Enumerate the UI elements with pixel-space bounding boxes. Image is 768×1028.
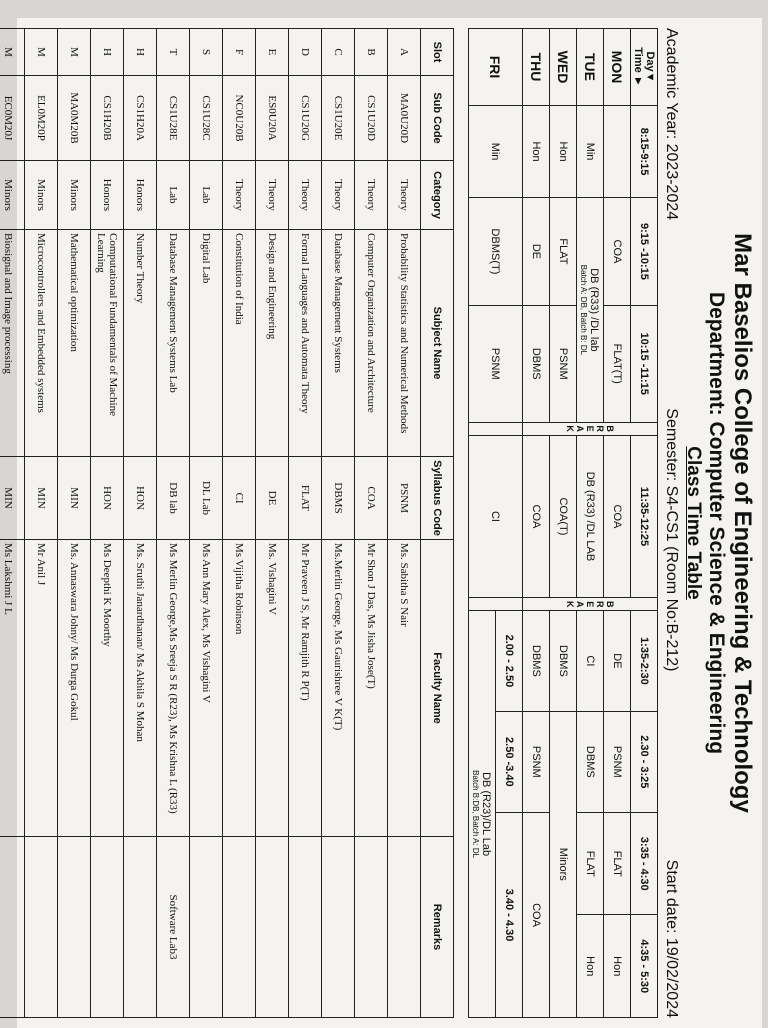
table-row: [289, 29, 322, 1018]
table-cell-faculty: Ms. Annaswara Johny/ Ms Durga Gokul: [58, 540, 91, 837]
day-row-tue: [577, 29, 604, 1018]
table-row: [0, 29, 25, 1018]
day-label: WED: [550, 29, 577, 106]
day-label: FRI: [469, 29, 523, 106]
table-cell-remarks: [58, 837, 91, 1018]
slot-header: 2.30 - 3:25: [631, 711, 658, 812]
period-cell: Min: [577, 106, 604, 198]
table-cell-category: Theory: [388, 161, 421, 230]
period-cell: DE: [604, 611, 631, 711]
table-cell-faculty: Ms Merlin George,Ms Sreeja S R (R23), Ms Krishna L (R33): [157, 540, 190, 837]
table-cell-category: Theory: [256, 161, 289, 230]
table-cell-name: Formal Languages and Automata Theory: [289, 230, 322, 457]
col-header: Slot: [421, 29, 454, 76]
period-cell: CI: [577, 611, 604, 711]
slot-header: 11:35-12:25: [631, 435, 658, 598]
table-cell-remarks: [124, 837, 157, 1018]
table-cell-code: NC0U20B: [223, 76, 256, 161]
table-cell-category: Theory: [322, 161, 355, 230]
col-header: Faculty Name: [421, 540, 454, 837]
period-cell: COA: [523, 813, 550, 1018]
table-cell-code: ES0U20A: [256, 76, 289, 161]
department-name: Department: Computer Science & Engineering: [705, 291, 728, 755]
table-cell-syllabus: MIN: [25, 457, 58, 540]
day-label: TUE: [577, 29, 604, 106]
period-cell: [469, 422, 523, 435]
fri-slot-header: 2.00 - 2.50: [496, 611, 523, 711]
table-cell-code: CS1U28C: [190, 76, 223, 161]
fri-slot-header: 3.40 - 4.30: [496, 813, 523, 1018]
table-cell-remarks: [388, 837, 421, 1018]
col-header: Sub Code: [421, 76, 454, 161]
subjects-table: [0, 28, 454, 1018]
table-cell-faculty: Ms. Sruthi Janardhanan/ Ms Akhila S Mohan: [124, 540, 157, 837]
table-cell-code: EL0M20P: [25, 76, 58, 161]
table-cell-syllabus: CI: [223, 457, 256, 540]
lunch-break-column: B R E A K: [523, 598, 658, 611]
table-cell-category: Honors: [91, 161, 124, 230]
college-name: Mar Baselios College of Engineering & Technology: [729, 233, 756, 813]
period-cell: COA: [523, 435, 550, 598]
subjects-body: [0, 29, 421, 1018]
period-cell: DBMS: [577, 711, 604, 812]
table-cell-slot: H: [91, 29, 124, 76]
table-cell-name: Computer Organization and Architecture: [355, 230, 388, 457]
period-cell: DBMS(T): [469, 198, 523, 306]
table-cell-code: MA0U20D: [388, 76, 421, 161]
period-cell: FLAT(T): [604, 305, 631, 422]
period-cell-minors: Minors: [550, 711, 577, 1017]
period-cell: PSNM: [604, 711, 631, 812]
semester: Semester: S4-CS1 (Room No:B-212): [663, 408, 680, 672]
col-header: Syllabus Code: [421, 457, 454, 540]
slot-header: 10:15 -11:15: [631, 305, 658, 422]
table-row: [355, 29, 388, 1018]
day-row-wed: [550, 29, 577, 1018]
table-cell-code: CS1U20E: [322, 76, 355, 161]
table-cell-remarks: [322, 837, 355, 1018]
table-cell-syllabus: MIN: [0, 457, 25, 540]
table-cell-category: Theory: [223, 161, 256, 230]
table-cell-name: Mathematical optimization: [58, 230, 91, 457]
table-cell-name: Constitution of India: [223, 230, 256, 457]
period-cell: PSNM: [523, 711, 550, 812]
table-cell-syllabus: COA: [355, 457, 388, 540]
table-cell-faculty: Ms Lakshmi J L: [0, 540, 25, 837]
day-label: THU: [523, 29, 550, 106]
table-cell-faculty: Ms Vijitha Robinson: [223, 540, 256, 837]
period-cell: COA: [604, 198, 631, 306]
period-cell: FLAT: [550, 198, 577, 306]
table-cell-category: Minors: [25, 161, 58, 230]
period-cell: DB (R33) /DL LAB: [577, 435, 604, 598]
table-cell-slot: M: [25, 29, 58, 76]
table-cell-slot: B: [355, 29, 388, 76]
table-cell-faculty: Ms Ann Mary Alex, Ms Vishagini V: [190, 540, 223, 837]
table-cell-remarks: [289, 837, 322, 1018]
table-cell-name: Computational Fundamentals of Machine Learning: [91, 230, 124, 457]
period-cell: Hon: [523, 106, 550, 198]
table-cell-faculty: Ms.Merlin George, Ms Gaurishree V K(T): [322, 540, 355, 837]
table-cell-name: Biosignal and Image processing: [0, 230, 25, 457]
table-row: [157, 29, 190, 1018]
table-cell-category: Minors: [0, 161, 25, 230]
table-row: [124, 29, 157, 1018]
table-cell-name: Probability Statistics and Numerical Methods: [388, 230, 421, 457]
period-cell: [604, 106, 631, 198]
period-cell: DBMS: [550, 611, 577, 711]
period-cell: FLAT: [604, 813, 631, 915]
table-cell-name: Digital Lab: [190, 230, 223, 457]
table-cell-slot: C: [322, 29, 355, 76]
table-cell-remarks: [0, 837, 25, 1018]
table-row: [388, 29, 421, 1018]
day-row-thu: [523, 29, 550, 1018]
document-header: [682, 28, 756, 1018]
table-cell-slot: A: [388, 29, 421, 76]
table-cell-faculty: Mr Praveen J S, Mr Ramjith R P(T): [289, 540, 322, 837]
subjects-header-row: [421, 29, 454, 1018]
col-header: Remarks: [421, 837, 454, 1018]
table-cell-name: Design and Engineering: [256, 230, 289, 457]
slot-header: 9:15 -10:15: [631, 198, 658, 306]
day-row-mon: [604, 29, 631, 1018]
table-cell-slot: D: [289, 29, 322, 76]
slot-header: 8:15-9:15: [631, 106, 658, 198]
table-cell-syllabus: MIN: [58, 457, 91, 540]
table-cell-syllabus: HON: [124, 457, 157, 540]
table-cell-remarks: [25, 837, 58, 1018]
table-cell-code: MA0M20B: [58, 76, 91, 161]
col-header: Subject Name: [421, 230, 454, 457]
timetable-document: [2, 18, 762, 1028]
table-cell-remarks: [355, 837, 388, 1018]
period-cell: PSNM: [550, 305, 577, 422]
table-row: [25, 29, 58, 1018]
table-cell-slot: T: [157, 29, 190, 76]
period-cell: COA(T): [550, 435, 577, 598]
period-cell: Hon: [604, 915, 631, 1018]
table-cell-category: Lab: [157, 161, 190, 230]
table-row: [256, 29, 289, 1018]
table-cell-slot: M: [58, 29, 91, 76]
meta-row: [662, 28, 680, 1018]
table-cell-slot: E: [256, 29, 289, 76]
table-row: [223, 29, 256, 1018]
table-cell-name: Microcontrollers and Embedded systems: [25, 230, 58, 457]
table-cell-name: Database Management Systems: [322, 230, 355, 457]
time-header-row: [631, 29, 658, 1018]
corner-cell: Day▼ Time ►: [631, 29, 658, 106]
period-cell: DBMS: [523, 305, 550, 422]
table-cell-faculty: Mr Anil J: [25, 540, 58, 837]
period-cell: Hon: [577, 915, 604, 1018]
period-cell: DBMS: [523, 611, 550, 711]
col-header: Category: [421, 161, 454, 230]
day-label: MON: [604, 29, 631, 106]
academic-year: Academic Year: 2023-2024: [663, 28, 680, 221]
table-cell-code: CS1U28E: [157, 76, 190, 161]
table-cell-syllabus: PSNM: [388, 457, 421, 540]
table-cell-syllabus: DE: [256, 457, 289, 540]
period-cell: Min: [469, 106, 523, 198]
table-cell-category: Theory: [355, 161, 388, 230]
period-cell: PSNM: [469, 305, 523, 422]
table-cell-slot: H: [124, 29, 157, 76]
table-cell-slot: F: [223, 29, 256, 76]
table-cell-name: Number Theory: [124, 230, 157, 457]
table-cell-remarks: [91, 837, 124, 1018]
table-cell-category: Theory: [289, 161, 322, 230]
start-date: Start date: 19/02/2024: [663, 859, 680, 1018]
table-cell-faculty: Mr Shon J Das, Ms Jisha Jose(T): [355, 540, 388, 837]
table-cell-remarks: [223, 837, 256, 1018]
slot-header: 4:35 - 5:30: [631, 915, 658, 1018]
table-cell-category: Honors: [124, 161, 157, 230]
table-cell-slot: M: [0, 29, 25, 76]
table-cell-code: EC0M20J: [0, 76, 25, 161]
table-cell-code: CS1H20B: [91, 76, 124, 161]
table-cell-syllabus: DL Lab: [190, 457, 223, 540]
fri-slot-header: 2.50 -3.40: [496, 711, 523, 812]
period-cell: CI: [469, 435, 523, 598]
period-cell: FLAT: [577, 813, 604, 915]
table-cell-syllabus: DBMS: [322, 457, 355, 540]
table-cell-code: CS1U20D: [355, 76, 388, 161]
table-cell-category: Lab: [190, 161, 223, 230]
table-cell-faculty: Ms. Sabitha S Nair: [388, 540, 421, 837]
fri-time-row: [496, 29, 523, 1018]
table-cell-remarks: Software Lab3: [157, 837, 190, 1018]
table-cell-code: CS1H20A: [124, 76, 157, 161]
table-cell-code: CS1U20G: [289, 76, 322, 161]
table-cell-remarks: [256, 837, 289, 1018]
period-cell-lab: DB (R33) /DL lab Batch A: DB, Batch B: DL: [577, 198, 604, 423]
table-cell-syllabus: DB lab: [157, 457, 190, 540]
table-cell-syllabus: FLAT: [289, 457, 322, 540]
document-title: Class Time Table: [683, 446, 704, 600]
slot-header: 3:35 - 4:30: [631, 813, 658, 915]
table-cell-name: Database Management Systems Lab: [157, 230, 190, 457]
period-cell: [469, 598, 523, 611]
table-row: [91, 29, 124, 1018]
table-row: [322, 29, 355, 1018]
period-cell: Hon: [550, 106, 577, 198]
table-row: [58, 29, 91, 1018]
period-cell: DE: [523, 198, 550, 306]
period-cell: COA: [604, 435, 631, 598]
table-cell-faculty: Ms Deepthi K Moorthy: [91, 540, 124, 837]
slot-header: 1:35-2:30: [631, 611, 658, 711]
break-column: B R E A K: [523, 422, 658, 435]
period-cell-lab: DB (R23)/DL Lab Batch B:DB, Batch A: DL: [469, 611, 496, 1018]
table-cell-remarks: [190, 837, 223, 1018]
table-cell-faculty: Ms. Vishagini V: [256, 540, 289, 837]
table-cell-category: Minors: [58, 161, 91, 230]
timetable-grid: [468, 28, 658, 1018]
table-row: [190, 29, 223, 1018]
table-cell-slot: S: [190, 29, 223, 76]
table-cell-syllabus: HON: [91, 457, 124, 540]
